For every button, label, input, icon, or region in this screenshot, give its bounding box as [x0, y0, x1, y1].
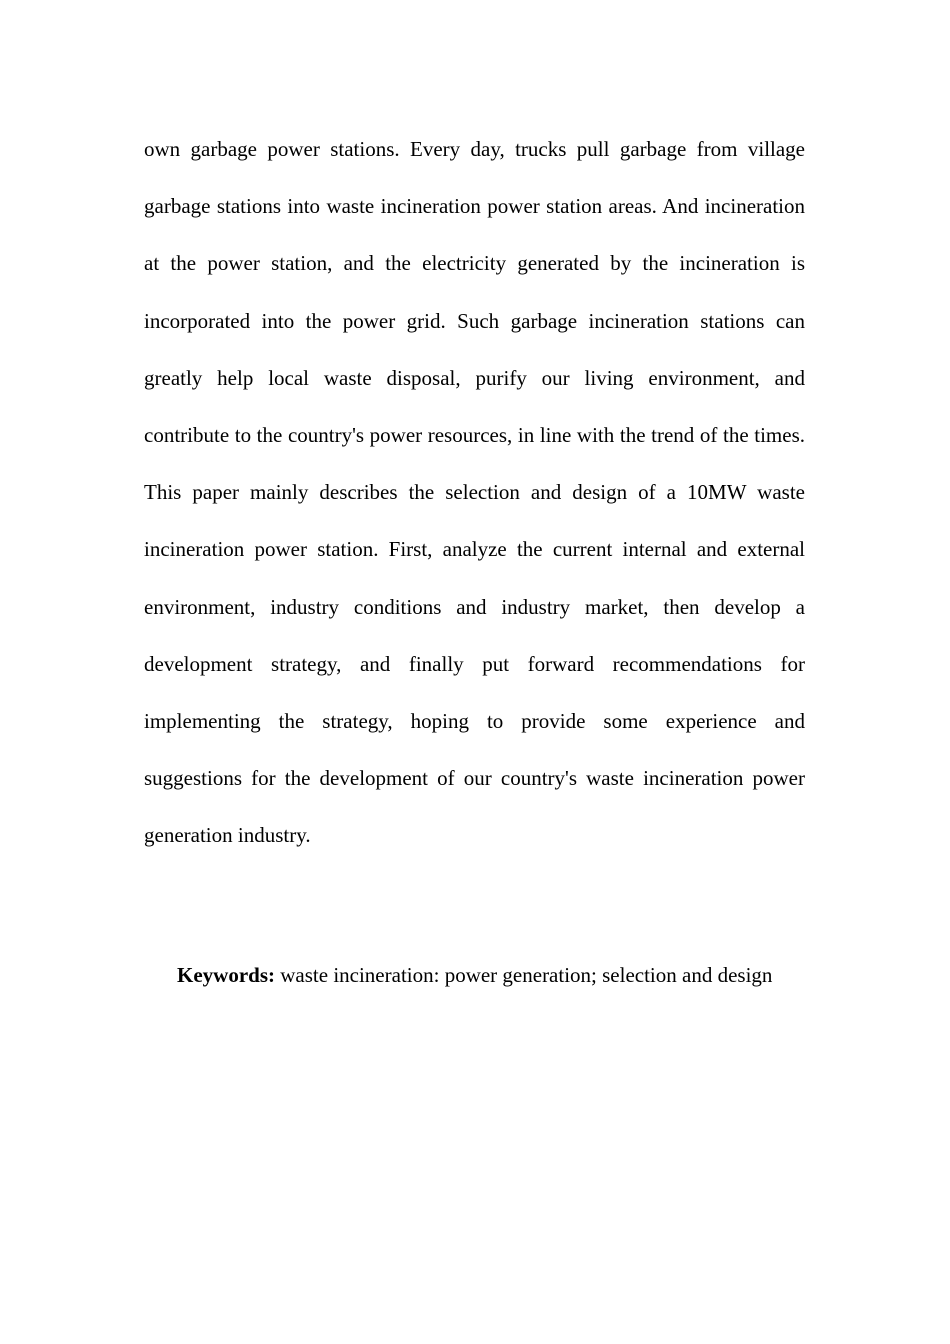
keywords-label: Keywords: — [177, 963, 275, 987]
abstract-paragraph: own garbage power stations. Every day, trucks pull garbage from village garbage stations into waste incineration power station areas. And incineration at the power station, and the electricity generated by the incineration is incorporated into the power grid. Such garbage incineration stations can greatly help local waste disposal, purify our living environment, and contribute to the country's power resources, in line with the trend of the times. This paper mainly describes the selection and design of a 10MW waste incineration power station. First, analyze the current internal and external environment, industry conditions and industry market, then develop a development strategy, and finally put forward recommendations for implementing the strategy, hoping to provide some experience and suggestions for the development of our country's waste incineration power generation industry. — [144, 137, 805, 848]
keywords-text: waste incineration: power generation; selection and design — [275, 963, 773, 987]
keywords-paragraph — [144, 947, 805, 1004]
